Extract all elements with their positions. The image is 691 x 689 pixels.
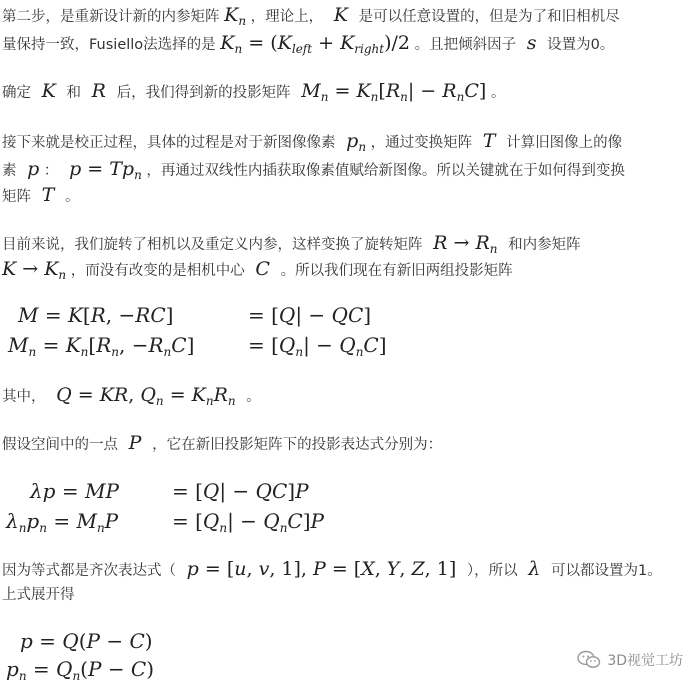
equation-lambda-p-rhs: = [Q| − QC]P <box>172 479 309 503</box>
watermark-text: 3D视觉工坊 <box>607 653 683 669</box>
math-K: K <box>35 80 62 102</box>
text: 素 <box>2 163 17 179</box>
text: 接下来就是校正过程，具体的过程是对于新图像像素 <box>2 135 336 151</box>
text: 计算旧图像上的像 <box>506 135 623 151</box>
math-s: s <box>520 32 543 54</box>
paragraph-line <box>2 32 614 60</box>
watermark <box>577 650 683 670</box>
equation-Mn-rhs: = $[Q_n| - Q_nC]$ <box>248 333 387 359</box>
text: 确定 <box>2 85 31 101</box>
math-Kn: $K_n$ <box>224 4 247 28</box>
math-P: P <box>122 432 148 454</box>
text: 。所以我们现在有新旧两组投影矩阵 <box>280 263 513 279</box>
text: 和内参矩阵 <box>508 237 581 253</box>
equation-lambda-p: λp = MP <box>30 479 119 503</box>
text: ，而没有改变的是相机中心 <box>70 263 245 279</box>
text: 设置为0。 <box>547 37 615 53</box>
paragraph-line <box>2 4 620 32</box>
math-Q-def: Q = KR, $Q_n = K_nR_n$ <box>50 384 236 408</box>
paragraph-line <box>2 184 79 208</box>
equation-p-expanded: p = Q(P − C) <box>20 629 153 653</box>
paragraph-line <box>2 584 75 606</box>
math-lambda: λ <box>522 558 547 580</box>
math-homogeneous: p = [u, v, 1], P = [X, Y, Z, 1] <box>180 558 457 580</box>
paragraph-line <box>2 158 625 186</box>
math-T: T <box>476 130 502 152</box>
text: 。 <box>64 189 80 205</box>
math-Mn-def: $M_n = K_n[R_n| - R_nC]$ <box>295 80 487 104</box>
text: 。且把倾斜因子 <box>414 37 517 53</box>
equation-Mn: $M_n = K_n[R_n$, $-R_nC$] <box>8 333 195 359</box>
paragraph-line <box>2 232 581 260</box>
equation-pn-expanded: $p_n = Q_n(P - C)$ <box>6 657 155 683</box>
text: ），所以 <box>466 563 518 579</box>
math-T: T <box>35 184 61 206</box>
equation-lambda-pn: $\lambda_np_n = M_nP$ <box>6 509 119 535</box>
text: 可以都设置为1。 <box>551 563 662 579</box>
text: 是可以任意设置的，但是为了和旧相机尽 <box>358 9 620 25</box>
text: ，它在新旧投影矩阵下的投影表达式分别为： <box>152 437 443 453</box>
wechat-icon <box>577 650 601 670</box>
equation-M: M = K[R, −RC] <box>18 303 174 327</box>
math-C: C <box>249 258 276 280</box>
text: 第二步，是重新设计新的内参矩阵 <box>2 9 220 25</box>
math-K: K <box>327 4 355 26</box>
math-p: p <box>21 158 40 180</box>
text: 。 <box>246 389 261 405</box>
text: 其中， <box>2 389 46 405</box>
paragraph-line <box>2 384 261 412</box>
math-kn-formula: $K_n = (K_{left} + K_{right})/2$ <box>220 32 410 56</box>
paragraph-line <box>2 558 662 582</box>
text: 。 <box>490 85 506 101</box>
text: 和 <box>66 85 81 101</box>
text: ，再通过双线性内插获取像素值赋给新图像。所以关键就在于如何得到变换 <box>146 163 625 179</box>
text: 目前来说，我们旋转了相机以及重定义内参，这样变换了旋转矩阵 <box>2 237 423 253</box>
math-p-eq-Tpn: $p = Tp_n$ <box>63 158 142 182</box>
text: 因为等式都是齐次表达式（ <box>2 563 176 579</box>
math-K-to-Kn: $K \to K_n$ <box>2 258 67 282</box>
text: 矩阵 <box>2 189 31 205</box>
equation-lambda-pn-rhs: = $[Q_n| - Q_nC]P$ <box>172 509 325 535</box>
text: ，通过变换矩阵 <box>370 135 473 151</box>
text: ： <box>43 163 59 179</box>
math-pn: $p_n$ <box>340 130 367 154</box>
paragraph-line <box>2 80 505 108</box>
text: 上式展开得 <box>2 587 75 603</box>
text: 后，我们得到新的投影矩阵 <box>116 85 291 101</box>
text: ，理论上， <box>250 9 324 25</box>
math-R-to-Rn: $R \to R_n$ <box>427 232 498 256</box>
equation-M-rhs: = [Q| − QC] <box>248 303 372 327</box>
text: 假设空间中的一点 <box>2 437 118 453</box>
paragraph-line <box>2 432 442 456</box>
text: 量保持一致，Fusiello法选择的是 <box>2 37 216 53</box>
paragraph-line <box>2 130 622 158</box>
math-R: R <box>85 80 112 102</box>
paragraph-line <box>2 258 513 286</box>
